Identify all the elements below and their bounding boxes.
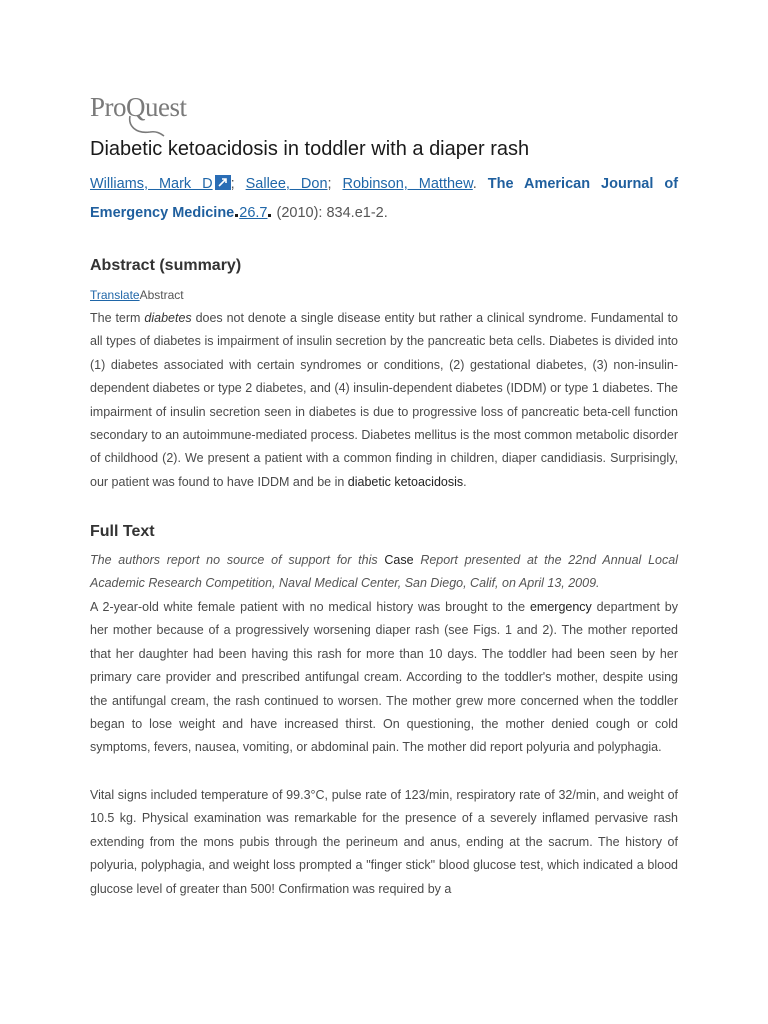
abstract-heading: Abstract (summary) [90,257,242,274]
proquest-logo[interactable] [90,92,190,140]
abstract-text-end: . [463,474,467,489]
translate-suffix: Abstract [139,288,184,302]
author-link-williams[interactable]: Williams, Mark D [90,176,213,192]
journal-link[interactable]: The American Journal of Emergency Medicine [90,176,679,221]
abstract-text-body: does not denote a single disease entity but rather a clinical syndrome. Fundamental to all types of diabetes is impairment of insulin secretion by the pancreatic beta cells. Diabetes is divided into (1) diabetes associated with certain syndromes or conditions, (2) gestational diabetes, (3) non-insulin-dependent diabetes or type 2 diabetes, and (4) insulin-dependent diabetes (IDDM) or type 1 diabetes. The impairment of insulin secretion seen in diabetes is due to progressive loss of pancreatic beta-cell function secondary to an autoimmune-mediated process. Diabetes mellitus is the most common metabolic disorder of childhood (2). We present a patient with a common finding in children, diaper candidiasis. Surprisingly, our patient was found to have IDDM and be in [90,311,678,489]
external-link-icon[interactable] [215,175,231,190]
article-byline: Williams, Mark D ; Sallee, Don; Robinson, Matthew. The American Journal of Emergency Medicine 26.7 (2010): 834.e1-2. [90,176,679,221]
note-text-start: The authors report no source of support for this [90,553,385,567]
abstract-text-start: The term [90,311,141,325]
fulltext-paragraph-2: Vital signs included temperature of 99.3°C, pulse rate of 123/min, respiratory rate of 32/min, and weight of 10.5 kg. Physical examination was remarkable for the presence of a severely inflamed pervasive rash extending from the mons pubis through the perineum and anus, ending at the sacrum. The history of polyuria, polyphagia, and weight loss prompted a "finger stick" blood glucose test, which indicated a blood glucose level of greater than 500! Confirmation was required by a [90,788,678,896]
para1-highlight-term: emergency [529,600,592,614]
fulltext-paragraph-1 [90,596,678,760]
abstract-paragraph [90,307,678,494]
separator-dot [235,214,238,217]
translate-link[interactable]: Translate [90,288,140,302]
para1-text-start: A 2-year-old white female patient with no medical history was brought to the [90,600,530,614]
translate-row [90,287,184,303]
author-link-robinson[interactable]: Robinson, Matthew [342,176,473,192]
logo-swoosh-icon [126,114,166,138]
citation-pages: (2010): 834.e1-2. [272,205,388,221]
fulltext-heading: Full Text [90,523,155,540]
volume-issue-link[interactable]: 26.7 [239,205,268,221]
abstract-italic-term: diabetes [144,311,192,325]
abstract-highlight-term: diabetic ketoacidosis [347,474,464,489]
logo-wordmark: ProQuest [90,92,187,122]
support-note [90,549,678,596]
article-title: Diabetic ketoacidosis in toddler with a diaper rash [90,138,530,160]
note-case-term: Case [384,553,414,567]
para1-text-end: department by her mother because of a progressively worsening diaper rash (see Figs. 1 and 2). The mother reported that her daughter had been having this rash for more than 10 days. The toddler had been seen by her primary care provider and prescribed antifungal cream. According to the toddler's mother, despite using the antifungal cream, the rash continued to worsen. The mother grew more concerned when the toddler began to lose weight and have increased thirst. On questioning, the mother denied cough or cold symptoms, fevers, nausea, vomiting, or abdominal pain. The mother did report polyuria and polyphagia. [90,600,678,755]
author-link-sallee[interactable]: Sallee, Don [245,176,328,192]
note-text-end: Report presented at the 22nd Annual Local Academic Research Competition, Naval Medical Center, San Diego, Calif, on April 13, 2009. [90,553,678,591]
